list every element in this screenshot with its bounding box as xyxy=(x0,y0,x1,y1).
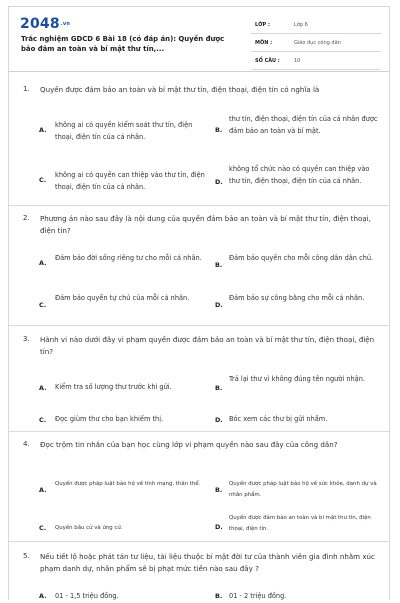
option-letter: B. xyxy=(215,592,223,600)
option-letter: A. xyxy=(39,259,47,267)
option-text: Bóc xem các thư bị gửi nhầm. xyxy=(229,415,328,423)
question-text: Phương án nào sau đây là nội dung của quyền đảm bảo an toàn và bí mật thư tín, điện thoại, điện tín? xyxy=(40,214,371,235)
option-text: Kiểm tra số lượng thư trước khi gửi. xyxy=(55,383,172,391)
meta-value: 10 xyxy=(294,58,301,64)
option-text: Quyền bầu cử và ứng cử. xyxy=(55,525,123,531)
meta-table xyxy=(251,19,381,73)
option-text: 01 - 2 triệu đồng. xyxy=(229,592,287,600)
meta-row-class xyxy=(251,19,381,34)
option-text: 01 - 1,5 triệu đồng. xyxy=(55,592,119,600)
document-page xyxy=(8,6,390,600)
question-number: 3. xyxy=(23,335,30,343)
meta-value: Lớp 6 xyxy=(294,22,308,28)
question-text: Hành vi nào dưới đây vi phạm quyền được đảm bảo an toàn và bí mật thư tín, điện thoại, điện tín? xyxy=(40,335,375,356)
option-letter: B. xyxy=(215,486,223,494)
site-logo[interactable] xyxy=(20,17,70,31)
option-text: thư tín, điện thoại, điện tín của cá nhân được đảm bảo an toàn và bí mật. xyxy=(229,115,378,135)
option-letter: D. xyxy=(215,416,223,424)
option-letter: D. xyxy=(215,523,223,531)
question-divider xyxy=(9,205,389,206)
option-letter: A. xyxy=(39,486,47,494)
option-text: không ai có quyền can thiệp vào thư tín, điện thoại, điện tín của cá nhân. xyxy=(55,171,205,191)
logo-suffix: .vn xyxy=(60,21,71,27)
option-letter: D. xyxy=(215,301,223,309)
question-text: Đọc trộm tin nhắn của bạn học cùng lớp vi phạm quyền nào sau đây của công dân? xyxy=(40,440,338,449)
option-letter: B. xyxy=(215,384,223,392)
option-text: Đọc giùm thư cho bạn khiếm thị. xyxy=(55,415,164,423)
meta-row-count xyxy=(251,55,381,70)
option-letter: A. xyxy=(39,592,47,600)
question-number: 1. xyxy=(23,85,30,93)
option-text: không ai có quyền kiểm soát thư tín, điện thoại, điện tín của cá nhân. xyxy=(55,121,193,141)
option-text: Đảm bảo quyền cho mỗi công dân dân chủ. xyxy=(229,254,374,262)
option-letter: C. xyxy=(39,301,47,309)
question-divider xyxy=(9,325,389,326)
question-number: 2. xyxy=(23,214,30,222)
option-text: Đảm bảo đời sống riêng tư cho mỗi cá nhân. xyxy=(55,254,202,262)
option-letter: D. xyxy=(215,178,223,186)
header-divider xyxy=(9,71,389,72)
option-text: Quyền được pháp luật bảo hộ về tính mạng, thân thể. xyxy=(55,481,201,487)
option-text: Trả lại thư vì không đúng tên người nhận. xyxy=(229,375,365,383)
option-text: không tổ chức nào có quyền can thiệp vào thư tín, điện thoại, điện tín của cá nhân. xyxy=(229,165,370,185)
question-divider xyxy=(9,431,389,432)
document-title: Trắc nghiệm GDCD 6 Bài 18 (có đáp án): Quyền được bảo đảm an toàn và bí mật thư tín,... xyxy=(21,35,225,53)
meta-label: MÔN : xyxy=(255,40,273,46)
option-text: Đảm bảo quyền tự chủ của mỗi cá nhân. xyxy=(55,294,190,302)
option-letter: C. xyxy=(39,524,47,532)
meta-value: Giáo dục công dân xyxy=(294,40,341,46)
option-letter: C. xyxy=(39,416,47,424)
option-letter: A. xyxy=(39,126,47,134)
option-text: Quyền được đảm bảo an toàn và bí mật thư tín, điện thoại, điện tín. xyxy=(229,515,371,532)
document-header xyxy=(9,7,389,65)
question-divider xyxy=(9,541,389,542)
question-text: Quyền được đảm bảo an toàn và bí mật thư tín, điện thoại, điện tín có nghĩa là xyxy=(40,85,320,94)
logo-text: 2048 xyxy=(20,16,60,32)
meta-row-subject xyxy=(251,37,381,52)
option-text: Quyền được pháp luật bảo hộ về sức khỏe, danh dự và nhân phẩm. xyxy=(229,481,377,498)
option-text: Đảm bảo sự công bằng cho mỗi cá nhân. xyxy=(229,294,365,302)
option-letter: B. xyxy=(215,261,223,269)
meta-label: LỚP : xyxy=(255,22,270,28)
meta-label: SỐ CÂU : xyxy=(255,58,280,64)
option-letter: B. xyxy=(215,126,223,134)
option-letter: A. xyxy=(39,384,47,392)
option-letter: C. xyxy=(39,176,47,184)
question-number: 5. xyxy=(23,552,30,560)
question-number: 4. xyxy=(23,440,30,448)
question-text: Nếu tiết lộ hoặc phát tán tư liệu, tài liệu thuộc bí mật đời tư của thành viên gia đình nhằm xúc phạm danh dự, nhân phẩm sẽ bị phạt mức tiền nào sau đây ? xyxy=(40,552,375,573)
